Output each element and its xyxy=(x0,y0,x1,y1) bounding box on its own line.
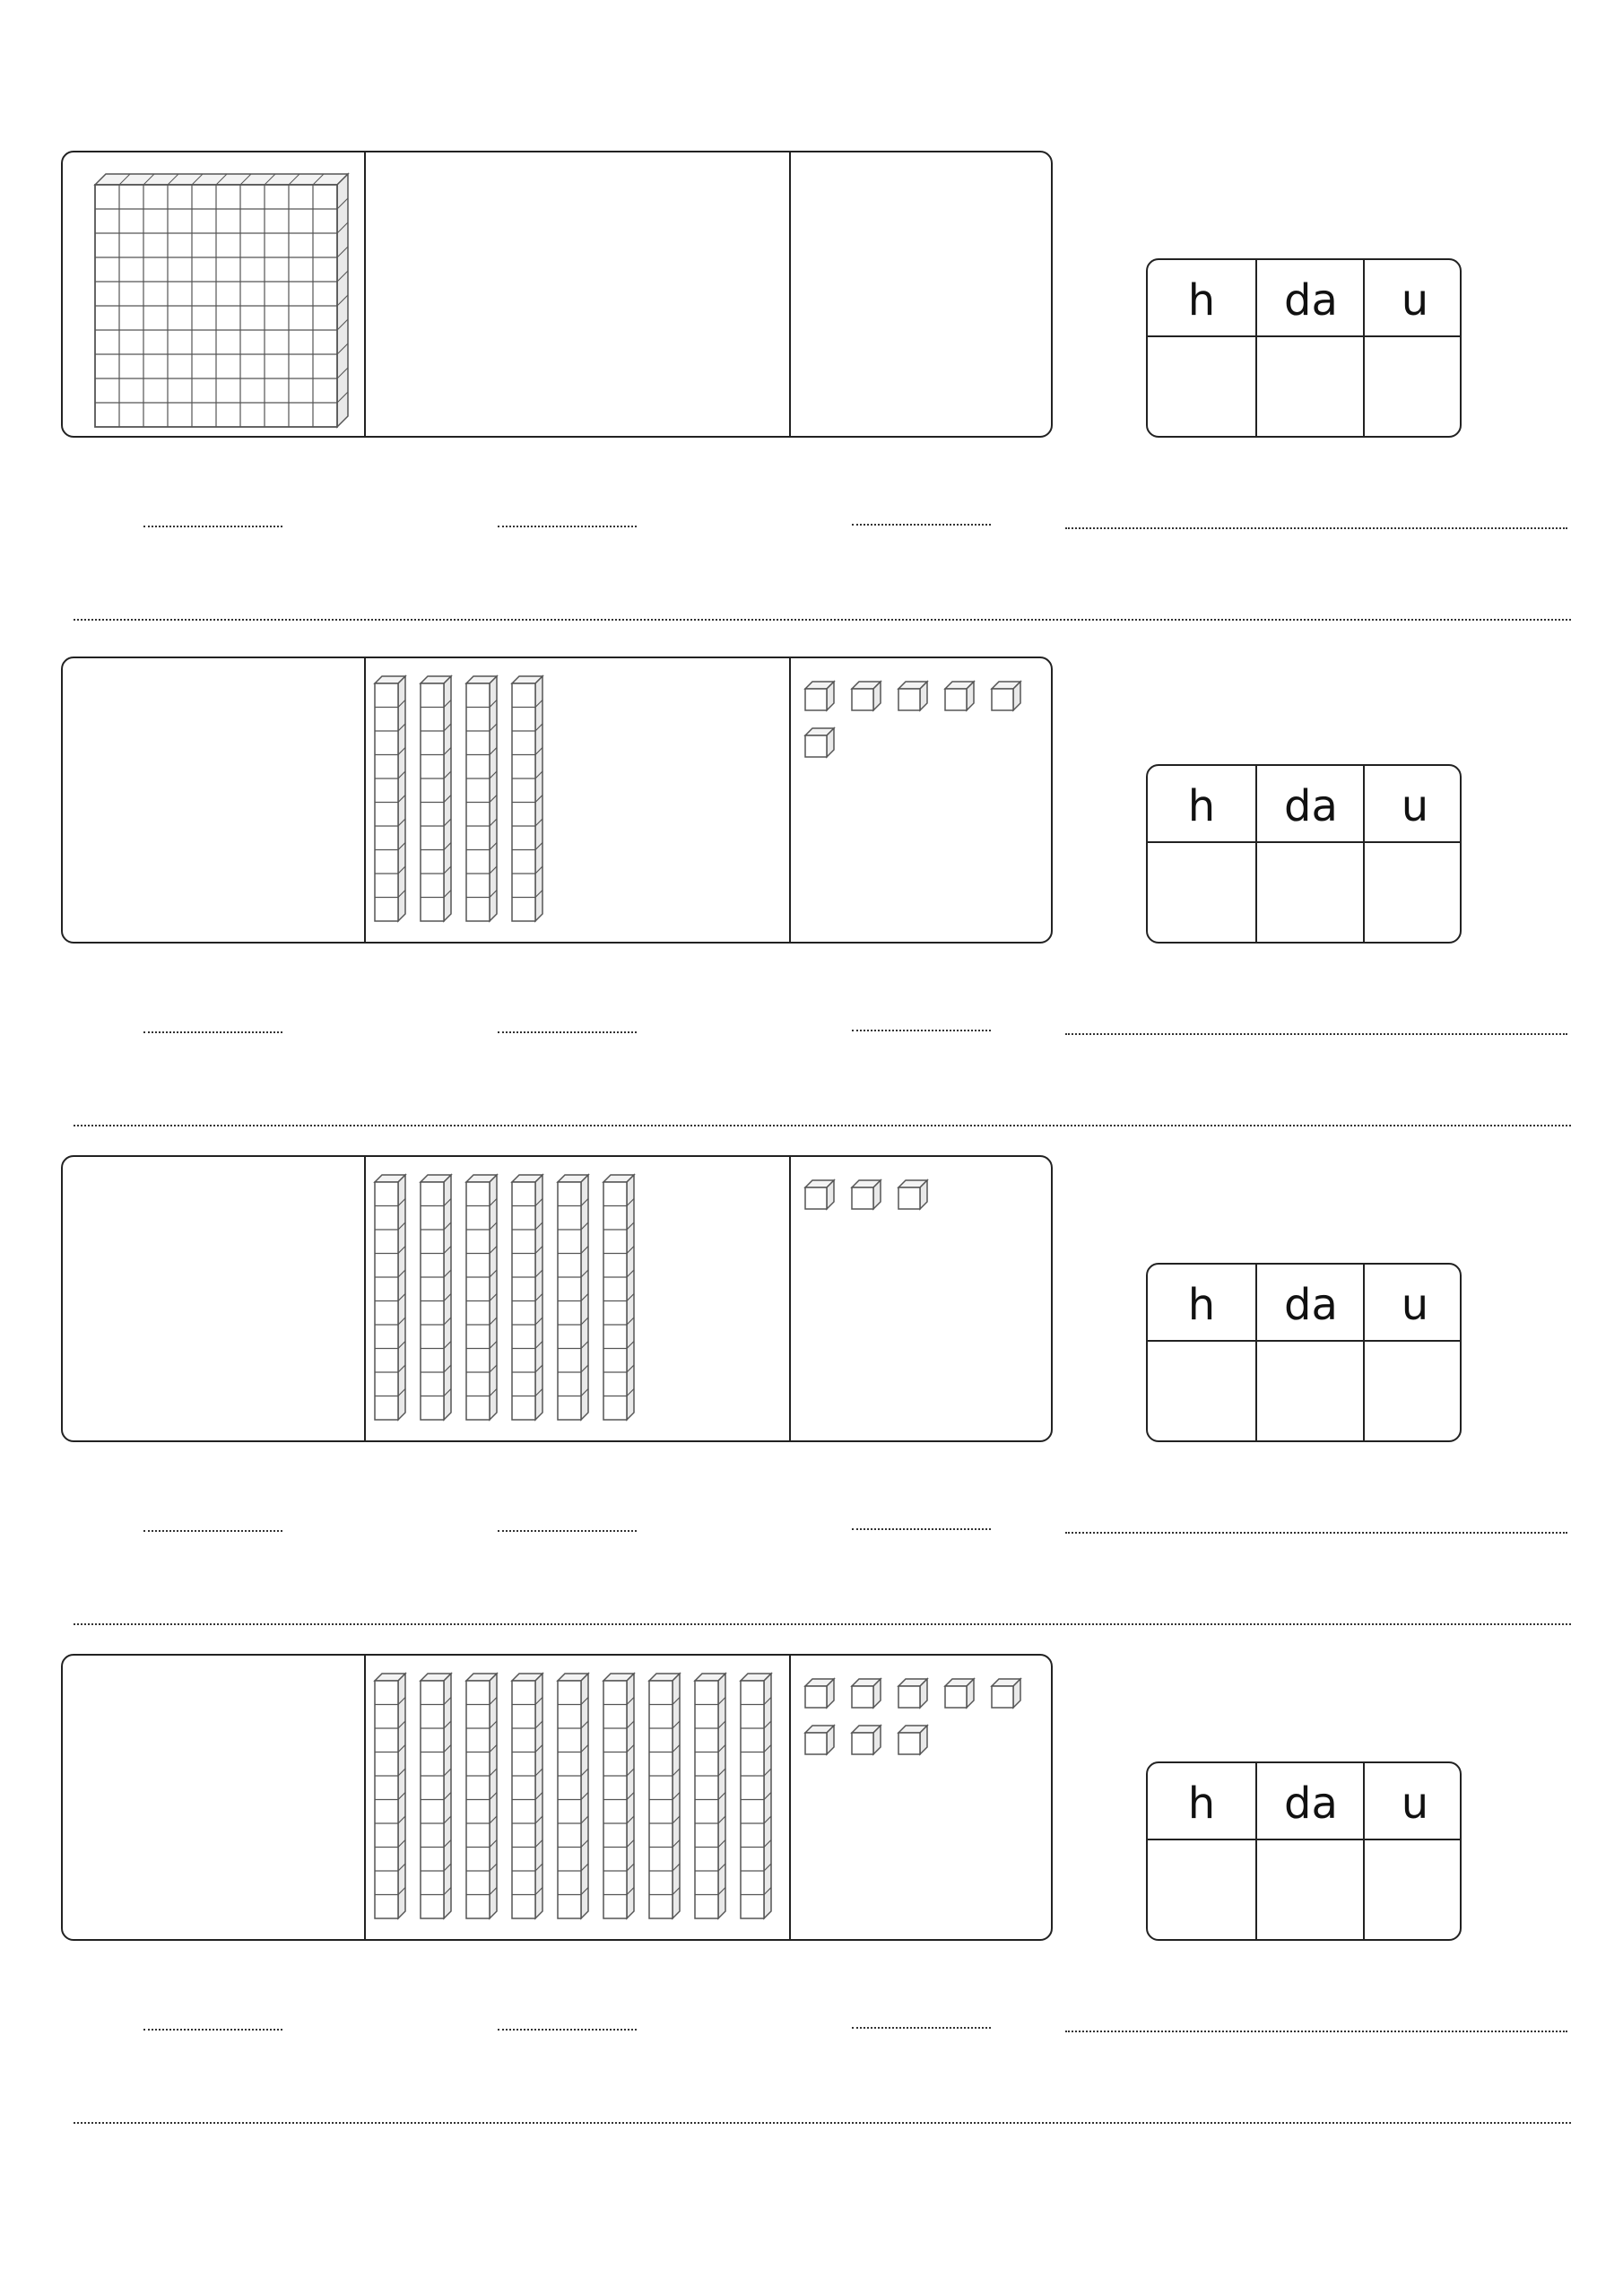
answer-cell-units[interactable] xyxy=(1363,1839,1462,1941)
tens-blocks xyxy=(366,1157,791,1442)
header-tens: da xyxy=(1255,1763,1365,1839)
tens-blocks xyxy=(366,1656,791,1941)
answer-cell-tens[interactable] xyxy=(1255,1839,1365,1941)
tens-column xyxy=(364,1656,791,1939)
unit-cube xyxy=(992,682,1020,710)
unit-cube xyxy=(852,1679,881,1708)
header-units: u xyxy=(1363,766,1462,841)
answer-line-words[interactable] xyxy=(74,1125,1571,1126)
tens-column xyxy=(364,152,791,436)
ten-rod xyxy=(421,1175,451,1420)
answer-cell-hundreds[interactable] xyxy=(1148,841,1255,944)
ten-rod xyxy=(466,1674,497,1918)
unit-cube xyxy=(805,682,834,710)
hundreds-blocks xyxy=(63,658,364,944)
ten-rod xyxy=(512,1175,542,1420)
answer-line-hundreds[interactable] xyxy=(143,526,282,527)
header-units: u xyxy=(1363,260,1462,335)
tens-column xyxy=(364,1157,791,1440)
ten-rod xyxy=(375,1674,405,1918)
ten-rod xyxy=(466,676,497,921)
unit-cube xyxy=(898,1726,927,1754)
place-value-table xyxy=(1146,1263,1462,1442)
hundred-flat xyxy=(95,174,348,427)
answer-line-number[interactable] xyxy=(1065,1532,1567,1534)
base-ten-blocks-panel xyxy=(61,657,1053,944)
header-tens: da xyxy=(1255,260,1365,335)
answer-cell-hundreds[interactable] xyxy=(1148,1839,1255,1941)
unit-cube xyxy=(945,682,974,710)
answer-line-words[interactable] xyxy=(74,619,1571,621)
ten-rod xyxy=(421,1674,451,1918)
base-ten-blocks-panel xyxy=(61,1654,1053,1941)
units-column xyxy=(789,1157,1053,1440)
tens-blocks xyxy=(366,658,791,944)
hundreds-blocks xyxy=(63,1157,364,1442)
ten-rod xyxy=(603,1674,634,1918)
answer-cell-units[interactable] xyxy=(1363,841,1462,944)
answer-line-tens[interactable] xyxy=(498,1530,637,1532)
ten-rod xyxy=(558,1674,588,1918)
answer-line-words[interactable] xyxy=(74,1623,1571,1625)
tens-blocks xyxy=(366,152,791,438)
header-hundreds: h xyxy=(1187,275,1216,326)
header-units: u xyxy=(1363,1763,1462,1839)
header-units: u xyxy=(1363,1265,1462,1340)
unit-cube xyxy=(852,1180,881,1209)
answer-cell-hundreds[interactable] xyxy=(1148,1340,1255,1442)
exercise-1 xyxy=(0,151,1623,653)
answer-line-units[interactable] xyxy=(852,524,991,526)
answer-line-number[interactable] xyxy=(1065,527,1567,529)
answer-line-hundreds[interactable] xyxy=(143,1530,282,1532)
ten-rod xyxy=(466,1175,497,1420)
hundreds-column xyxy=(63,1157,364,1440)
unit-cube xyxy=(852,1726,881,1754)
header-tens: da xyxy=(1255,1265,1365,1340)
ten-rod xyxy=(512,676,542,921)
hundreds-column xyxy=(63,658,364,942)
exercise-3 xyxy=(0,1155,1623,1657)
answer-line-units[interactable] xyxy=(852,1528,991,1530)
answer-cell-units[interactable] xyxy=(1363,335,1462,438)
answer-cell-units[interactable] xyxy=(1363,1340,1462,1442)
unit-cube xyxy=(898,1679,927,1708)
unit-cube xyxy=(805,1180,834,1209)
answer-line-number[interactable] xyxy=(1065,1033,1567,1035)
hundreds-column xyxy=(63,1656,364,1939)
ten-rod xyxy=(695,1674,725,1918)
unit-cube xyxy=(898,1180,927,1209)
place-value-table xyxy=(1146,1761,1462,1941)
exercise-2 xyxy=(0,657,1623,1159)
answer-line-tens[interactable] xyxy=(498,2029,637,2031)
answer-line-units[interactable] xyxy=(852,1030,991,1031)
hundreds-column xyxy=(63,152,364,436)
answer-cell-tens[interactable] xyxy=(1255,1340,1365,1442)
place-value-table xyxy=(1146,764,1462,944)
units-blocks xyxy=(791,1157,1053,1442)
unit-cube xyxy=(898,682,927,710)
unit-cube xyxy=(992,1679,1020,1708)
answer-line-tens[interactable] xyxy=(498,1031,637,1033)
place-value-table xyxy=(1146,258,1462,438)
units-blocks xyxy=(791,658,1053,944)
hundreds-blocks xyxy=(63,1656,364,1941)
tens-column xyxy=(364,658,791,942)
units-column xyxy=(789,1656,1053,1939)
unit-cube xyxy=(805,1679,834,1708)
ten-rod xyxy=(512,1674,542,1918)
answer-line-units[interactable] xyxy=(852,2027,991,2029)
base-ten-blocks-panel xyxy=(61,151,1053,438)
answer-line-tens[interactable] xyxy=(498,526,637,527)
answer-line-hundreds[interactable] xyxy=(143,1031,282,1033)
units-column xyxy=(789,658,1053,942)
base-ten-blocks-panel xyxy=(61,1155,1053,1442)
units-blocks xyxy=(791,152,1053,438)
answer-line-words[interactable] xyxy=(74,2122,1571,2124)
header-hundreds: h xyxy=(1187,781,1216,831)
header-hundreds: h xyxy=(1187,1779,1216,1829)
ten-rod xyxy=(603,1175,634,1420)
header-tens: da xyxy=(1255,766,1365,841)
answer-line-number[interactable] xyxy=(1065,2031,1567,2032)
ten-rod xyxy=(421,676,451,921)
ten-rod xyxy=(649,1674,680,1918)
hundreds-blocks xyxy=(63,152,364,438)
exercise-4 xyxy=(0,1654,1623,2156)
ten-rod xyxy=(741,1674,771,1918)
answer-cell-tens[interactable] xyxy=(1255,841,1365,944)
unit-cube xyxy=(945,1679,974,1708)
answer-cell-tens[interactable] xyxy=(1255,335,1365,438)
unit-cube xyxy=(805,728,834,757)
unit-cube xyxy=(805,1726,834,1754)
answer-line-hundreds[interactable] xyxy=(143,2029,282,2031)
answer-cell-hundreds[interactable] xyxy=(1148,335,1255,438)
units-blocks xyxy=(791,1656,1053,1941)
unit-cube xyxy=(852,682,881,710)
units-column xyxy=(789,152,1053,436)
ten-rod xyxy=(558,1175,588,1420)
ten-rod xyxy=(375,1175,405,1420)
header-hundreds: h xyxy=(1187,1280,1216,1330)
ten-rod xyxy=(375,676,405,921)
